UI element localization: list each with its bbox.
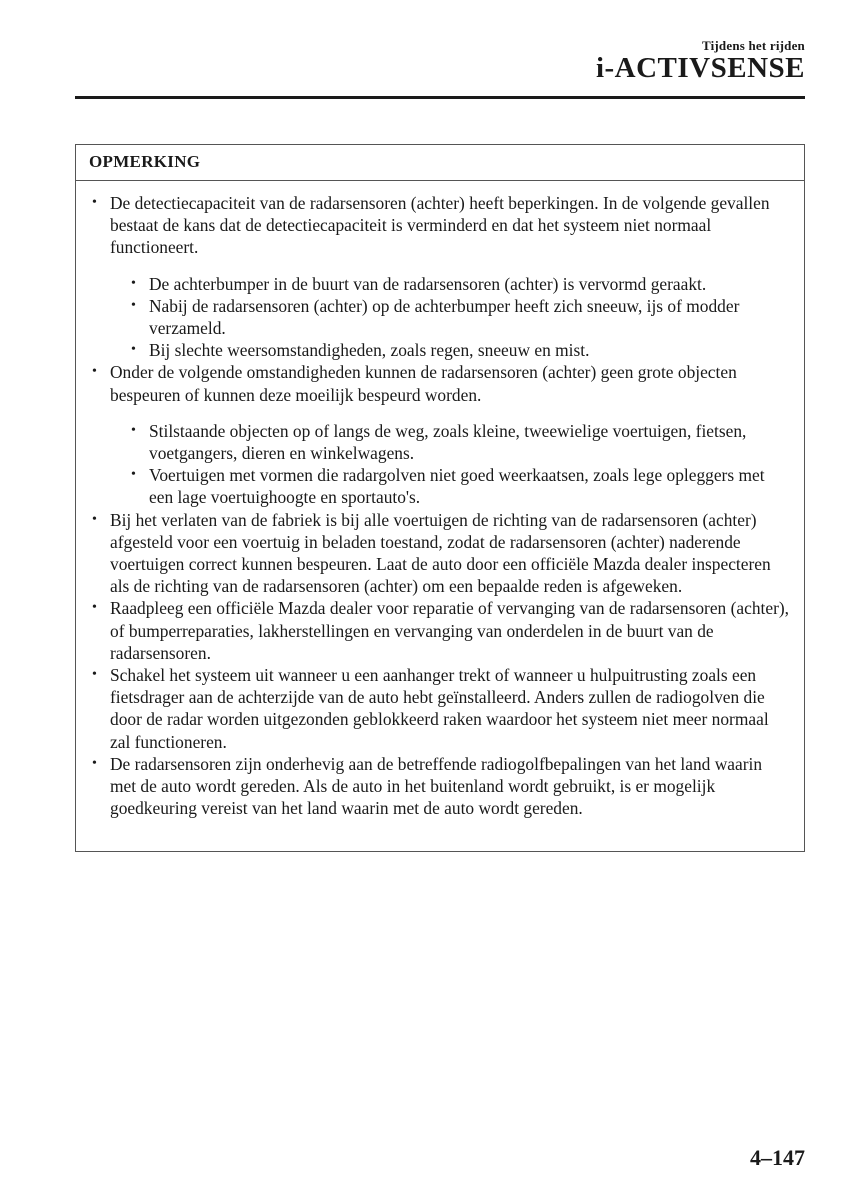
note-heading: OPMERKING: [76, 145, 804, 181]
note-list: [88, 192, 792, 819]
list-item: • Schakel het systeem uit wanneer u een aanhanger trekt of wanneer u hulpuitrusting zoals een fietsdrager aan de achterzijde van de auto hebt geïnstalleerd. Anders zullen de radiogolven die door de radar worden uitgezonden geblokkeerd raken waardoor het systeem niet meer normaal zal functioneren.: [88, 664, 792, 753]
sub-list-item: • De achterbumper in de buurt van de radarsensoren (achter) is vervormd geraakt.: [127, 273, 792, 295]
list-item: • Bij het verlaten van de fabriek is bij alle voertuigen de richting van de radarsensoren (achter) afgesteld voor een voertuig in beladen toestand, zodat de radarsensoren (achter) naderende voertuigen correct kunnen bespeuren. Laat de auto door een officiële Mazda dealer inspecteren als de richting van de radarsensoren (achter) om een bepaalde reden is afgeweken.: [88, 509, 792, 598]
sub-list: [127, 420, 792, 509]
list-item: [88, 361, 792, 508]
page-number: 4–147: [750, 1145, 805, 1170]
list-item-text: De detectiecapaciteit van de radarsensoren (achter) heeft beperkingen. In de volgende gevallen bestaat de kans dat de detectiecapaciteit is verminderd en dat het systeem niet normaal functioneert.: [110, 193, 770, 258]
sub-list-item: • Stilstaande objecten op of langs de weg, zoals kleine, tweewielige voertuigen, fietsen, voetgangers, dieren en winkelwagens.: [127, 420, 792, 464]
sub-list: [127, 273, 792, 362]
note-body: [76, 181, 804, 819]
list-item-text: Onder de volgende omstandigheden kunnen de radarsensoren (achter) geen grote objecten bespeuren of kunnen deze moeilijk bespeurd worden.: [110, 362, 737, 405]
header-divider: [75, 96, 805, 99]
chapter-title: i-ACTIVSENSE: [595, 52, 805, 84]
section-label: Tijdens het rijden: [701, 38, 805, 53]
list-item: [88, 192, 792, 361]
sub-list-item: • Nabij de radarsensoren (achter) op de achterbumper heeft zich sneeuw, ijs of modder verzameld.: [127, 295, 792, 339]
list-item: • De radarsensoren zijn onderhevig aan de betreffende radiogolfbepalingen van het land waarin met de auto wordt gereden. Als de auto in het buitenland wordt gebruikt, is er mogelijk goedkeuring vereist van het land waarin met de auto wordt gereden.: [88, 753, 792, 820]
note-box: [75, 144, 805, 852]
sub-list-item: • Bij slechte weersomstandigheden, zoals regen, sneeuw en mist.: [127, 339, 792, 361]
sub-list-item: • Voertuigen met vormen die radargolven niet goed weerkaatsen, zoals lege opleggers met een lage voertuighoogte en sportauto's.: [127, 464, 792, 508]
list-item: • Raadpleeg een officiële Mazda dealer voor reparatie of vervanging van de radarsensoren (achter), of bumperreparaties, lakherstellingen en vervanging van onderdelen in de buurt van de radarsensoren.: [88, 597, 792, 664]
